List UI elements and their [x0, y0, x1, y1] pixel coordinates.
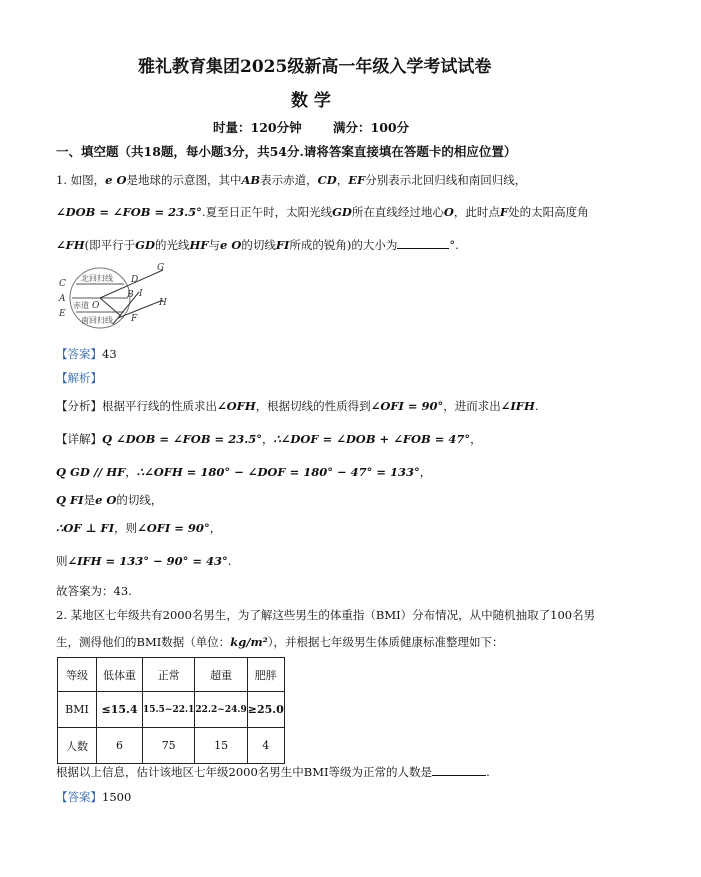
xj-text: ，	[125, 465, 137, 479]
math-ab: AB	[241, 173, 261, 187]
circle-symbol: e O	[105, 173, 127, 187]
math-cd: CD	[317, 173, 337, 187]
label-f: F	[131, 314, 138, 324]
table-row	[58, 658, 285, 692]
math-fi: FI	[275, 238, 290, 252]
q2-number: 2000	[228, 765, 258, 779]
q2-text: 名男生中BMI等级为正常的人数是	[257, 765, 433, 779]
math-xj5b: ∠IFH = 133° − 90° = 43°	[67, 554, 228, 568]
table-cell: 人数	[58, 728, 97, 764]
math-xj4c: ∠OFI = 90°	[137, 521, 210, 535]
table-row	[58, 692, 285, 728]
math-ef: EF	[348, 173, 366, 187]
math-gd: GD	[135, 238, 155, 252]
subject-title: 数 学	[291, 91, 331, 111]
q2-question	[56, 764, 490, 780]
xj-text: 是	[83, 493, 96, 507]
table-cell: 15.5~22.1	[143, 692, 195, 728]
label-i: I	[139, 289, 143, 299]
xiangjie-tag: 【详解】	[56, 432, 102, 446]
table-cell: 6	[97, 728, 143, 764]
math-angle: ∠FH	[56, 238, 85, 252]
math-xj2: Q GD // HF	[56, 465, 126, 479]
q1-text: 的光线	[154, 238, 190, 252]
q1-text: 与	[208, 238, 220, 252]
math-gd: GD	[332, 205, 352, 219]
table-header-cell: 肥胖	[247, 658, 284, 692]
q1-fenxi	[56, 398, 538, 414]
table-row	[58, 728, 285, 764]
bmi-table	[57, 657, 285, 764]
math-hf: HF	[189, 238, 209, 252]
math-xj3a: Q FI	[56, 493, 84, 507]
xj-text: 的切线，	[116, 493, 163, 507]
equator-text: 赤道	[73, 301, 89, 310]
xj-text: ，则	[114, 521, 138, 535]
q2-text: 生，测得他们的BMI数据（单位：	[56, 635, 231, 649]
q1-answer	[56, 346, 117, 362]
q2-answer	[56, 789, 131, 805]
xiangjie-line5	[56, 553, 231, 569]
table-cell: 22.2~24.9	[195, 692, 247, 728]
label-h: H	[159, 298, 167, 308]
q1-text: )的大小为	[346, 238, 398, 252]
q2-text: .	[486, 765, 490, 779]
fenxi-text: .	[534, 399, 539, 413]
radius-of	[100, 298, 121, 316]
math-ofh: ∠OFH	[217, 399, 256, 413]
label-o: O	[92, 301, 100, 311]
fenxi-text: ，根据切线的性质得到	[255, 399, 371, 413]
q1-line1	[56, 172, 526, 188]
answer-value: 43	[102, 347, 117, 361]
q1-line2	[56, 204, 589, 220]
table-header-cell: 正常	[143, 658, 195, 692]
math-f: F	[499, 205, 509, 219]
q1-conclusion: 故答案为：43.	[56, 584, 132, 598]
math-xj1: Q ∠DOB = ∠FOB = 23.5°	[102, 432, 262, 446]
south-tropic-text: 南回归线	[81, 316, 113, 325]
score-label: 满分：100分	[333, 120, 410, 135]
q2-line2	[56, 634, 503, 650]
q2-text: 根据以上信息，估计该地区七年级	[56, 765, 229, 779]
section-heading: 一、填空题（共18题，每小题3分，共54分.请将答案直接填在答题卡的相应位置）	[56, 144, 517, 159]
answer-value: 1500	[102, 790, 132, 804]
q2-line1: 2. 某地区七年级共有2000名男生，为了解这些男生的体重指（BMI）分布情况，从中随机抽取了100名男	[56, 608, 596, 622]
xj-text: ，	[470, 432, 482, 446]
q1-text: 1. 如图，	[56, 173, 106, 187]
math-angles: ∠DOB = ∠FOB = 23.5°	[56, 205, 202, 219]
math-xj2c: ∴∠OFH = 180° − ∠DOF = 180° − 47° = 133°	[136, 465, 420, 479]
xiangjie-line2	[56, 464, 431, 480]
q1-text: (即平行于	[84, 238, 136, 252]
answer-tag: 【答案】	[56, 790, 102, 804]
math-xj4a: ∴OF ⊥ FI	[56, 521, 115, 535]
math-o: O	[443, 205, 454, 219]
q1-text: 分别表示北回归线和南回归线，	[365, 173, 527, 187]
table-cell: 75	[143, 728, 195, 764]
table-header-cell: 等级	[58, 658, 97, 692]
table-header-cell: 超重	[195, 658, 247, 692]
answer-blank	[397, 238, 449, 249]
paper-title: 雅礼教育集团2025级新高一年级入学考试试卷	[138, 57, 492, 77]
xj-text: 则	[56, 554, 68, 568]
xiangjie-line1	[56, 431, 482, 447]
q1-text: 所成的锐角	[289, 238, 347, 252]
analysis-tag: 【解析】	[56, 371, 102, 385]
xj-text: ，	[261, 432, 274, 446]
fenxi-tag: 【分析】	[56, 399, 102, 413]
q1-text: 的切线	[241, 238, 276, 252]
q1-text: 所在直线经过地心	[351, 205, 444, 219]
table-cell: 15	[195, 728, 247, 764]
q1-text: .夏至日正午时，太阳光线	[201, 205, 333, 219]
fenxi-text: 根据平行线的性质求出	[102, 399, 217, 413]
label-a: A	[59, 294, 66, 304]
q1-text: ，此时点	[453, 205, 500, 219]
q1-unit: °.	[449, 238, 459, 252]
earth-figure	[55, 262, 175, 332]
table-cell: 4	[247, 728, 284, 764]
math-ifh: ∠IFH	[500, 399, 535, 413]
answer-tag: 【答案】	[56, 347, 102, 361]
xj-text: ，	[209, 521, 222, 535]
xiangjie-line3	[56, 492, 162, 508]
time-label: 时量：120分钟	[213, 120, 302, 135]
answer-blank	[432, 765, 486, 776]
math-ofi: ∠OFI = 90°	[370, 399, 444, 413]
q1-line3	[56, 237, 459, 253]
label-e: E	[59, 309, 66, 319]
q1-text: ，	[336, 173, 349, 187]
label-c: C	[59, 279, 66, 289]
north-tropic-text: 北回归线	[81, 274, 113, 283]
table-header-cell: 低体重	[97, 658, 143, 692]
table-cell: ≤15.4	[97, 692, 143, 728]
q2-text: ），并根据七年级男生体质健康标准整理如下：	[267, 635, 504, 649]
fenxi-text: ，进而求出	[443, 399, 501, 413]
label-d: D	[131, 275, 139, 285]
q1-text: 表示赤道，	[260, 173, 318, 187]
table-cell: BMI	[58, 692, 97, 728]
q1-text: 处的太阳高度角	[508, 205, 589, 219]
label-g: G	[157, 263, 165, 273]
xj-text: .	[227, 554, 232, 568]
unit-kgm2: kg/m²	[230, 635, 268, 649]
table-cell: ≥25.0	[247, 692, 284, 728]
q1-text: 是地球的示意图，其中	[126, 173, 242, 187]
math-xj1c: ∴∠DOF = ∠DOB + ∠FOB = 47°	[273, 432, 471, 446]
circle-symbol: e O	[220, 238, 242, 252]
circle-symbol: e O	[95, 493, 117, 507]
xiangjie-line4	[56, 520, 221, 536]
label-b: B	[127, 290, 134, 300]
xj-text: ，	[419, 465, 432, 479]
